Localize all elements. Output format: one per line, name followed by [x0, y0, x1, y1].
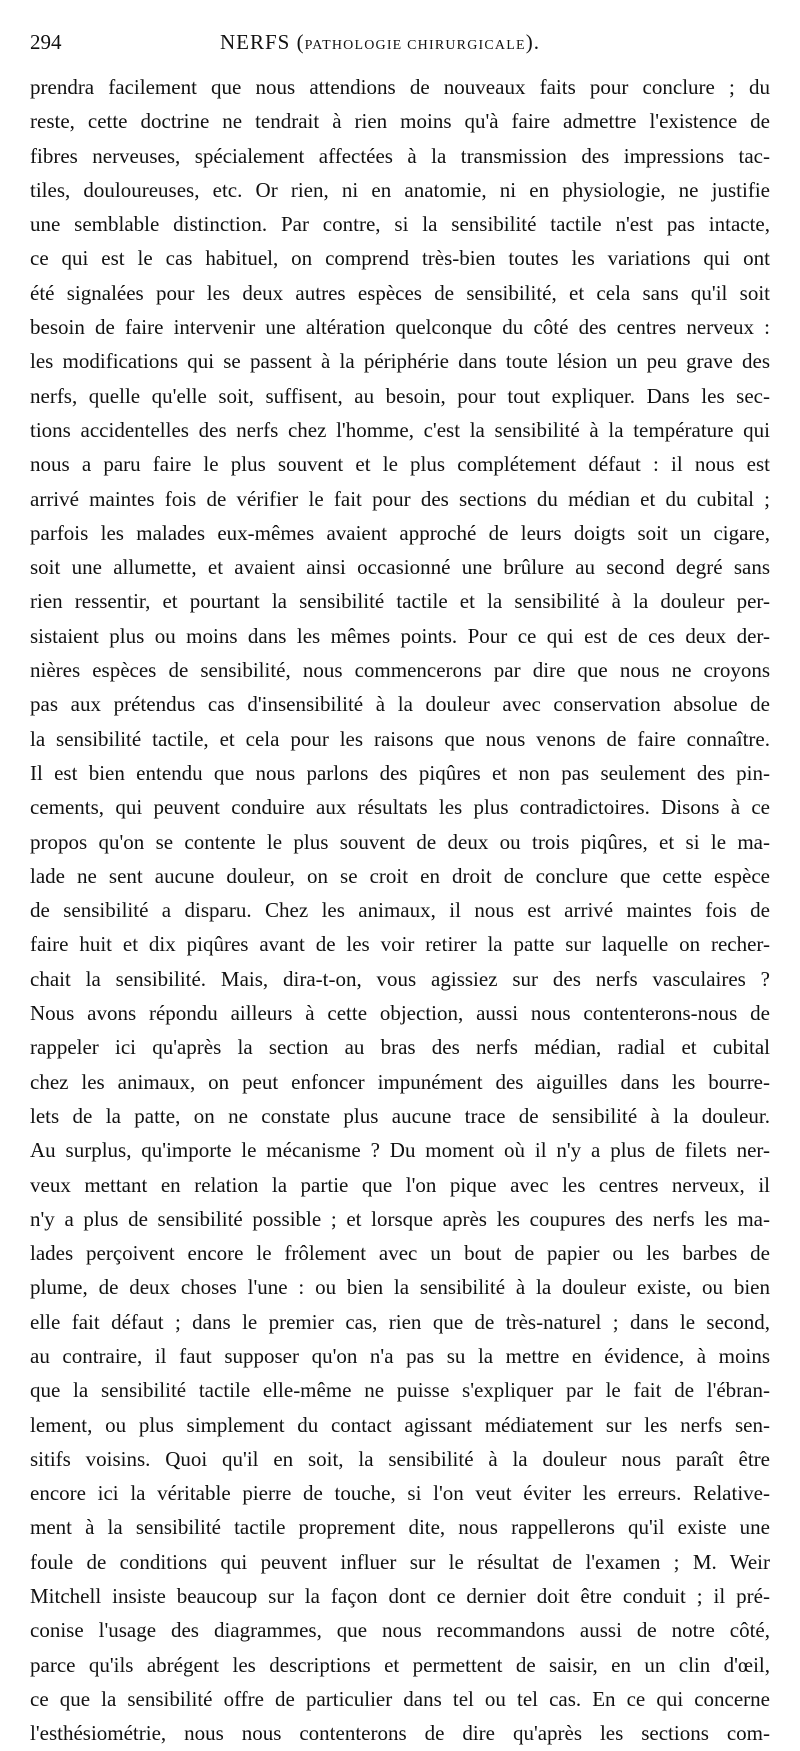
text-line: plume, de deux choses l'une : ou bien la sensibilité à la douleur existe, ou bien — [30, 1275, 770, 1300]
text-line: parce qu'ils abrégent les descriptions et permettent de saisir, en un clin d'œil, — [30, 1652, 770, 1677]
text-line: tions accidentelles des nerfs chez l'homme, c'est la sensibilité à la température qui — [30, 417, 770, 442]
text-line: pas aux prétendus cas d'insensibilité à la douleur avec conservation absolue de — [30, 692, 770, 717]
text-line: nous a paru faire le plus souvent et le plus complétement défaut : il nous est — [30, 452, 770, 477]
text-line: ce qui est le cas habituel, on comprend très-bien toutes les variations qui ont — [30, 246, 770, 271]
text-line: rappeler ici qu'après la section au bras des nerfs médian, radial et cubital — [30, 1035, 770, 1060]
text-line: sistaient plus ou moins dans les mêmes points. Pour ce qui est de ces deux der- — [30, 623, 770, 648]
text-line: encore ici la véritable pierre de touche, si l'on veut éviter les erreurs. Relative- — [30, 1481, 770, 1506]
text-line: Au surplus, qu'importe le mécanisme ? Du moment où il n'y a plus de filets ner- — [30, 1138, 770, 1163]
text-line: cements, qui peuvent conduire aux résultats les plus contradictoires. Disons à ce — [30, 795, 770, 820]
text-line: Nous avons répondu ailleurs à cette objection, aussi nous contenterons-nous de — [30, 1001, 770, 1026]
text-line: une semblable distinction. Par contre, si la sensibilité tactile n'est pas intacte, — [30, 212, 770, 237]
text-line: lades perçoivent encore le frôlement avec un bout de papier ou les barbes de — [30, 1241, 770, 1266]
text-line: nerfs, quelle qu'elle soit, suffisent, au besoin, pour tout expliquer. Dans les sec- — [30, 383, 770, 408]
text-line: prendra facilement que nous attendions de nouveaux faits pour conclure ; du — [30, 75, 770, 99]
text-line: nières espèces de sensibilité, nous commencerons par dire que nous ne croyons — [30, 658, 770, 683]
running-title — [220, 22, 540, 66]
page-number: 294 — [30, 30, 62, 54]
text-line: fibres nerveuses, spécialement affectées à la transmission des impressions tac- — [30, 143, 770, 168]
text-line: n'y a plus de sensibilité possible ; et lorsque après les coupures des nerfs les ma- — [30, 1206, 770, 1231]
text-line: veux mettant en relation la partie que l'on pique avec les centres nerveux, il — [30, 1172, 770, 1197]
text-line: été signalées pour les deux autres espèces de sensibilité, et cela sans qu'il soit — [30, 280, 770, 305]
text-line: la sensibilité tactile, et cela pour les raisons que nous venons de faire connaître. — [30, 726, 770, 751]
text-line: Mitchell insiste beaucoup sur la façon dont ce dernier doit être conduit ; il pré- — [30, 1584, 770, 1609]
running-title-subtitle: PATHOLOGIE CHIRURGICALE — [304, 38, 526, 53]
text-line: l'esthésiométrie, nous nous contenterons de dire qu'après les sections com- — [30, 1721, 770, 1746]
book-page — [30, 22, 770, 1751]
text-line: elle fait défaut ; dans le premier cas, rien que de très-naturel ; dans le second, — [30, 1309, 770, 1334]
text-line: rien ressentir, et pourtant la sensibilité tactile et la sensibilité à la douleur per- — [30, 589, 770, 614]
text-line: sitifs voisins. Quoi qu'il en soit, la sensibilité à la douleur nous paraît être — [30, 1446, 770, 1471]
text-line: Il est bien entendu que nous parlons des piqûres et non pas seulement des pin- — [30, 760, 770, 785]
text-line: que la sensibilité tactile elle-même ne puisse s'expliquer par le fait de l'ébran- — [30, 1378, 770, 1403]
text-line: lets de la patte, on ne constate plus aucune trace de sensibilité à la douleur. — [30, 1103, 770, 1128]
text-line: soit une allumette, et avaient ainsi occasionné une brûlure au second degré sans — [30, 555, 770, 580]
text-line: de sensibilité a disparu. Chez les animaux, il nous est arrivé maintes fois de — [30, 898, 770, 923]
text-line: reste, cette doctrine ne tendrait à rien moins qu'à faire admettre l'existence de — [30, 109, 770, 134]
text-line: tiles, douloureuses, etc. Or rien, ni en anatomie, ni en physiologie, ne justifie — [30, 177, 770, 202]
body-text — [30, 70, 770, 1751]
text-line: lement, ou plus simplement du contact agissant médiatement sur les nerfs sen- — [30, 1412, 770, 1437]
text-line: chez les animaux, on peut enfoncer impunément des aiguilles dans les bourre- — [30, 1069, 770, 1094]
text-line: faire huit et dix piqûres avant de les voir retirer la patte sur laquelle on recher- — [30, 932, 770, 957]
text-line: parfois les malades eux-mêmes avaient approché de leurs doigts soit un cigare, — [30, 520, 770, 545]
running-head — [30, 22, 770, 62]
text-line: ce que la sensibilité offre de particulier dans tel ou tel cas. En ce qui concerne — [30, 1686, 770, 1711]
text-line: lade ne sent aucune douleur, on se croit en droit de conclure que cette espèce — [30, 863, 770, 888]
text-line: ment à la sensibilité tactile proprement dite, nous rappellerons qu'il existe une — [30, 1515, 770, 1540]
text-line: arrivé maintes fois de vérifier le fait pour des sections du médian et du cubital ; — [30, 486, 770, 511]
running-title-main: NERFS ( — [220, 30, 305, 54]
text-line: besoin de faire intervenir une altération quelconque du côté des centres nerveux : — [30, 315, 770, 340]
text-line: propos qu'on se contente le plus souvent de deux ou trois piqûres, et si le ma- — [30, 829, 770, 854]
text-line: les modifications qui se passent à la périphérie dans toute lésion un peu grave des — [30, 349, 770, 374]
text-line: chait la sensibilité. Mais, dira-t-on, vous agissiez sur des nerfs vasculaires ? — [30, 966, 770, 991]
text-line: au contraire, il faut supposer qu'on n'a pas su la mettre en évidence, à moins — [30, 1343, 770, 1368]
running-title-end: ). — [525, 30, 540, 54]
text-line: conise l'usage des diagrammes, que nous recommandons aussi de notre côté, — [30, 1618, 770, 1643]
text-line: foule de conditions qui peuvent influer sur le résultat de l'examen ; M. Weir — [30, 1549, 770, 1574]
